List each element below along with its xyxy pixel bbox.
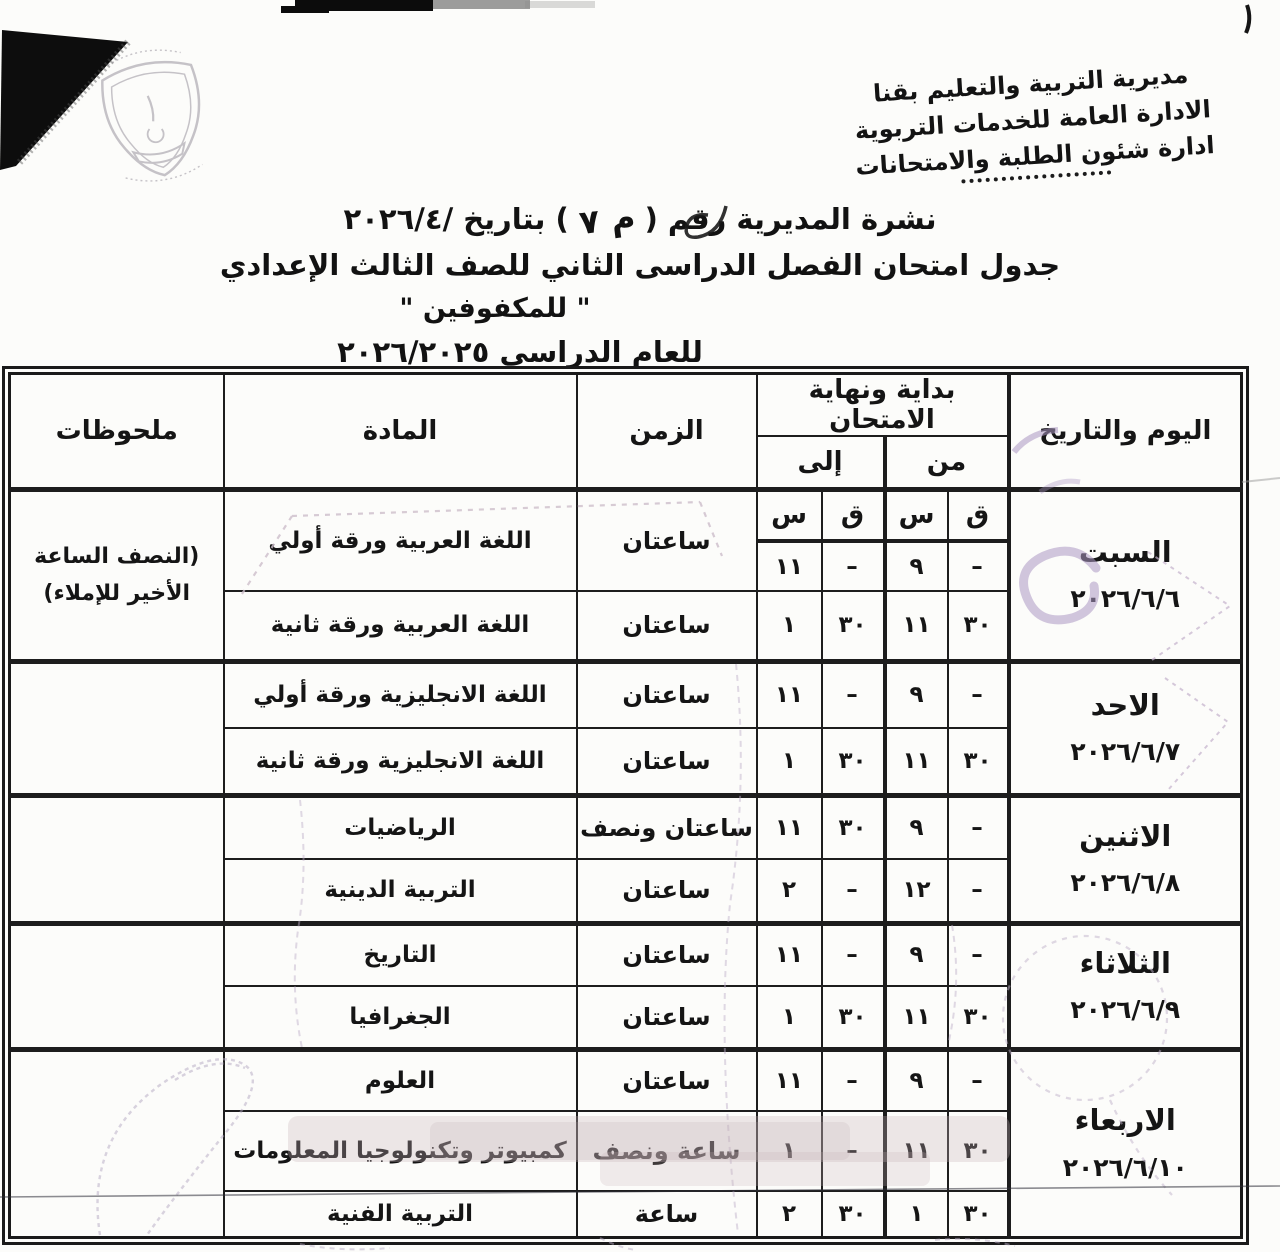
academic-year-line (0, 335, 1160, 369)
to-minute-cell: – (822, 1111, 885, 1191)
notes-cell-wednesday (10, 1049, 224, 1237)
from-hour-cell: ١٢ (885, 859, 948, 923)
to-minute-cell: – (822, 1049, 885, 1111)
from-minute-cell: ٣٠ (948, 1191, 1009, 1237)
from-minute-cell: ٣٠ (948, 986, 1009, 1049)
from-hour-cell: ٩ (885, 541, 948, 591)
day-date: ٢٠٢٦/٦/١٠ (1062, 1152, 1188, 1182)
subject-cell: الرياضيات (224, 795, 577, 859)
to-hour-cell: ١١ (757, 1049, 822, 1111)
day-cell-saturday (1009, 489, 1242, 661)
header-from: من (885, 436, 1009, 489)
subheader-row-hours-minutes (10, 489, 1242, 541)
table-row (10, 795, 1242, 859)
day-date: ٢٠٢٦/٦/٨ (1070, 868, 1181, 898)
bulletin-suffix: ) بتاريخ (463, 202, 569, 236)
duration-cell: ساعتان (577, 1049, 757, 1111)
day-date: ٢٠٢٦/٦/٦ (1070, 584, 1181, 614)
scan-edge-bar (295, 0, 433, 11)
to-hour-cell: ١١ (757, 795, 822, 859)
document-titles (0, 198, 1280, 380)
to-minute-cell: ٣٠ (822, 986, 885, 1049)
day-name: السبت (1078, 534, 1172, 569)
header-row-1 (10, 374, 1242, 437)
day-date: ٢٠٢٦/٦/٧ (1070, 737, 1181, 767)
to-minute-cell: – (822, 923, 885, 986)
day-name: الاربعاء (1074, 1103, 1176, 1138)
scan-edge-wedge (0, 30, 128, 170)
subject-cell: اللغة العربية ورقة أولي (224, 489, 577, 591)
day-cell-monday (1009, 795, 1242, 923)
to-hour-cell: ٢ (757, 859, 822, 923)
to-hour-cell: ١ (757, 728, 822, 795)
to-minute-cell: – (822, 859, 885, 923)
to-hour-cell: ١ (757, 986, 822, 1049)
duration-cell: ساعة (577, 1191, 757, 1237)
from-hour-cell: ١١ (885, 986, 948, 1049)
schedule-title: جدول امتحان الفصل الدراسى الثاني للصف الثالث الإعدادي (219, 248, 1061, 282)
to-minute-cell: ٣٠ (822, 795, 885, 859)
header-duration: الزمن (577, 374, 757, 490)
from-minute-cell: – (948, 1049, 1009, 1111)
from-minute-cell: ٣٠ (948, 591, 1009, 661)
duration-cell: ساعتان (577, 859, 757, 923)
letterhead (825, 54, 1241, 192)
header-day-date: اليوم والتاريخ (1009, 374, 1242, 490)
from-hour-cell: ١١ (885, 1111, 948, 1191)
to-minute-cell: – (822, 541, 885, 591)
header-notes: ملحوظات (10, 374, 224, 490)
notes-cell-monday (10, 795, 224, 923)
to-hour-cell: ١١ (757, 923, 822, 986)
year-value: ٢٠٢٦/٢٠٢٥ (337, 335, 490, 369)
pen-tick-mark (1246, 5, 1249, 33)
letterhead-directorate: مديرية التربية والتعليم بقنا (872, 60, 1190, 108)
from-hour-cell: ١ (885, 1191, 948, 1237)
from-hour-cell: ٩ (885, 1049, 948, 1111)
bulletin-date: ٢٠٢٦/٤/ (343, 202, 454, 236)
subject-cell: الجغرافيا (224, 986, 577, 1049)
subject-cell: التربية الفنية (224, 1191, 577, 1237)
to-minute-cell: ٣٠ (822, 591, 885, 661)
duration-cell: ساعة ونصف (577, 1111, 757, 1191)
subject-cell: اللغة الانجليزية ورقة أولي (224, 661, 577, 728)
subject-cell: اللغة العربية ورقة ثانية (224, 591, 577, 661)
from-minute-cell: – (948, 859, 1009, 923)
from-hour-cell: ١١ (885, 591, 948, 661)
bulletin-line (0, 196, 1280, 243)
from-hour-cell: ٩ (885, 923, 948, 986)
subheader-from-minute: ق (948, 489, 1009, 541)
year-label: للعام الدراسي (499, 335, 703, 369)
subheader-to-minute: ق (822, 489, 885, 541)
subject-cell: التربية الدينية (224, 859, 577, 923)
duration-cell: ساعتان (577, 591, 757, 661)
duration-cell: ساعتان (577, 986, 757, 1049)
notes-cell-sunday (10, 661, 224, 795)
from-hour-cell: ٩ (885, 661, 948, 728)
to-hour-cell: ١ (757, 1111, 822, 1191)
to-hour-cell: ٢ (757, 1191, 822, 1237)
day-name: الاثنين (1079, 818, 1172, 853)
bulletin-prefix: نشرة المديرية رقم ( (644, 202, 937, 236)
day-date: ٢٠٢٦/٦/٩ (1070, 995, 1181, 1025)
from-minute-cell: ٣٠ (948, 1111, 1009, 1191)
to-hour-cell: ١١ (757, 541, 822, 591)
subject-cell: التاريخ (224, 923, 577, 986)
table-row (10, 661, 1242, 728)
duration-cell: ساعتان (577, 728, 757, 795)
from-hour-cell: ١١ (885, 728, 948, 795)
header-to: إلى (757, 436, 885, 489)
exam-schedule-table (8, 372, 1243, 1239)
subheader-to-hour: س (757, 489, 822, 541)
to-hour-cell: ١١ (757, 661, 822, 728)
day-cell-tuesday (1009, 923, 1242, 1049)
letterhead-department: ادارة شئون الطلبة والامتحانات (854, 130, 1216, 181)
from-minute-cell: – (948, 923, 1009, 986)
from-minute-cell: – (948, 795, 1009, 859)
notes-cell-tuesday (10, 923, 224, 1049)
duration-cell: ساعتان (577, 923, 757, 986)
from-minute-cell: – (948, 541, 1009, 591)
ministry-seal-logo (96, 43, 212, 188)
header-subject: المادة (224, 374, 577, 490)
to-minute-cell: – (822, 661, 885, 728)
notes-cell-saturday: (النصف الساعة الأخير للإملاء) (10, 489, 224, 661)
day-name: الثلاثاء (1079, 945, 1171, 980)
subject-cell: اللغة الانجليزية ورقة ثانية (224, 728, 577, 795)
header-exam-span: بداية ونهاية الامتحان (757, 374, 1009, 437)
from-hour-cell: ٩ (885, 795, 948, 859)
edge-line (1242, 478, 1280, 482)
from-minute-cell: – (948, 661, 1009, 728)
subject-cell: كمبيوتر وتكنولوجيا المعلومات (224, 1111, 577, 1191)
to-minute-cell: ٣٠ (822, 728, 885, 795)
letterhead-administration: الادارة العامة للخدمات التربوية (854, 95, 1212, 145)
duration-cell: ساعتان ونصف (577, 795, 757, 859)
day-cell-wednesday (1009, 1049, 1242, 1237)
bottom-scribbles (300, 1238, 1015, 1250)
day-cell-sunday (1009, 661, 1242, 795)
subheader-from-hour: س (885, 489, 948, 541)
to-minute-cell: ٣٠ (822, 1191, 885, 1237)
audience-title: " للمكفوفين " (399, 293, 591, 324)
subject-cell: العلوم (224, 1049, 577, 1111)
duration-cell: ساعتان (577, 661, 757, 728)
table-row (10, 1049, 1242, 1111)
table-row (10, 923, 1242, 986)
bulletin-number-handwritten: م ٧ (576, 196, 637, 243)
from-minute-cell: ٣٠ (948, 728, 1009, 795)
duration-cell: ساعتان (577, 489, 757, 591)
day-name: الاحد (1090, 687, 1160, 722)
to-hour-cell: ١ (757, 591, 822, 661)
